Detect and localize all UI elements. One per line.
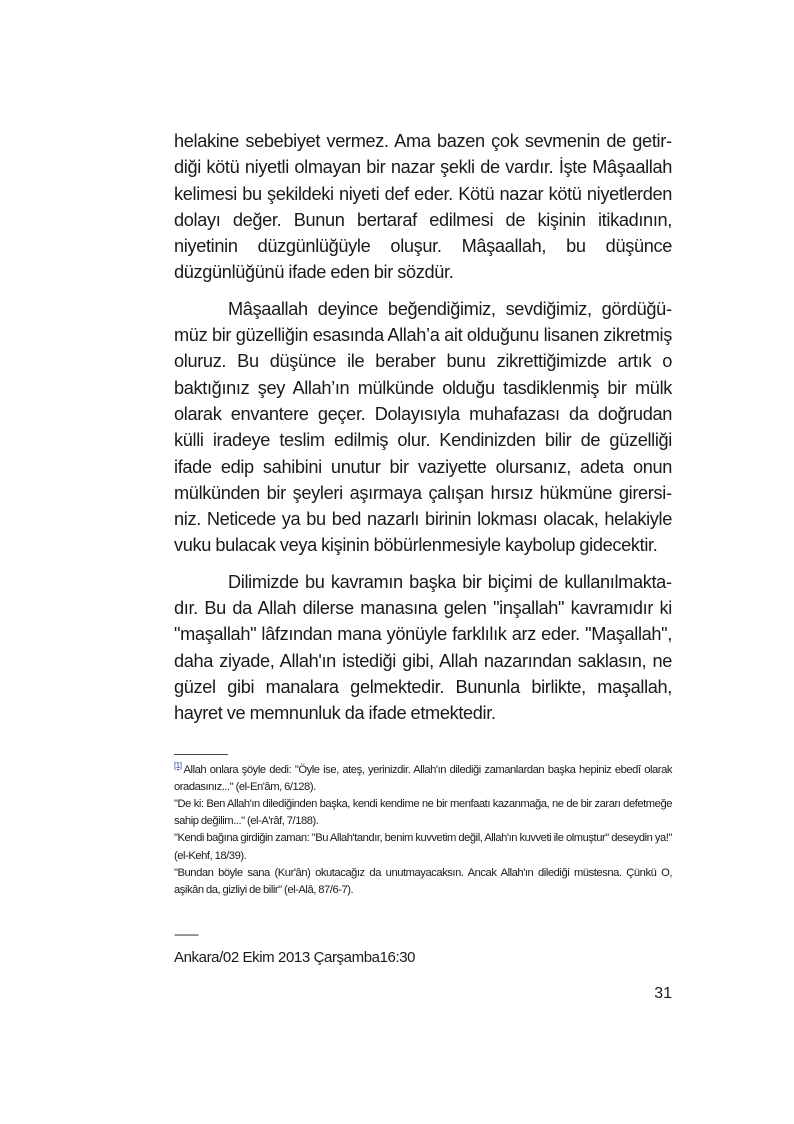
footnote-text: Allah onlara şöyle dedi: "Öyle ise, ateş, yerinizdir. Allah'ın dilediği zamanlardan başka hepiniz ebedî olarak oradasınız..." (el-En'âm, 6/128). [174,763,672,793]
paragraph-1: helakine sebebiyet vermez. Ama bazen çok sevmenin de getirdiği kötü niyetli olmayan bir nazar şekli de vardır. İşte Mâşaallah kelimesi bu şekildeki niyeti def eder. Kötü nazar kötü niyetlerden dolayı değer. Bunun bertaraf edilmesi de kişinin itikadının, niyetinin düzgünlüğüyle oluşur. Mâşaallah, bu düşünce düzgünlüğünü ifade eden bir sözdür. [174,131,672,283]
footnote-divider [174,754,228,755]
paragraph-2: Mâşaallah deyince beğendiğimiz, sevdiğimiz, gördüğümüz bir güzelliğin esasında Allah’a ait olduğunu lisanen zikretmiş oluruz. Bu düşünce ile beraber bunu zikrettiğimizde artık o baktığınız şey Allah’ın mülkünde olduğu tasdiklenmiş bir mülk olarak envantere geçer. Dolayısıyla muhafazası da doğrudan külli iradeye teslim edilmiş olur. Kendinizden bilir de güzelliği ifade edip sahibini unutur bir vaziyette olursanız, adeta onun mülkünden bir şeyleri aşırmaya çalışan hırsız hükmüne girersiniz. Neticede ya bu bed nazarlı birinin lokması olacak, helakiyle vuku bulacak veya kişinin böbürlenmesiyle kaybolup gidecektir. [174,298,672,556]
body-text [174,128,672,727]
footnote-1 [174,762,672,796]
dash-separator: -------- [174,927,198,942]
page-number: 31 [654,985,672,1002]
footnote-3: "Kendi bağına girdiğin zaman: "Bu Allah'tandır, benim kuvvetim değil, Allah'ın kuvveti ile olmuştur" deseydin ya!" (el-Kehf, 18/39). [174,832,672,862]
footnote-reference-link[interactable]: [1] [174,760,182,770]
footnotes [174,762,672,900]
footnote-2: "De ki: Ben Allah'ın dilediğinden başka, kendi kendime ne bir menfaatı kazanmağa, ne de bir zararı defetmeğe sahip değilim..." (el-A'râf, 7/188). [174,797,672,828]
paragraph-3: Dilimizde bu kavramın başka bir biçimi de kullanılmaktadır. Bu da Allah dilerse manasına gelen "inşallah" kavramıdır ki "maşallah" lâfzından mana yönüyle farklılık arz eder. "Maşallah", daha ziyade, Allah'ın istediği gibi, Allah nazarından saklasın, ne güzel gibi manalara gelmektedir. Bununla birlikte, maşallah, hayret ve memnunluk da ifade etmektedir. [174,571,672,724]
footnote-4: "Bundan böyle sana (Kur'ân) okutacağız da unutmayacaksın. Ancak Allah'ın dilediği müstesna. Çünkü O, aşikân da, gizliyi de bilir" (el-Alâ, 87/6-7). [174,866,672,896]
page-content [174,128,672,969]
place-date-line: Ankara/02 Ekim 2013 Çarşamba16:30 [174,949,416,967]
